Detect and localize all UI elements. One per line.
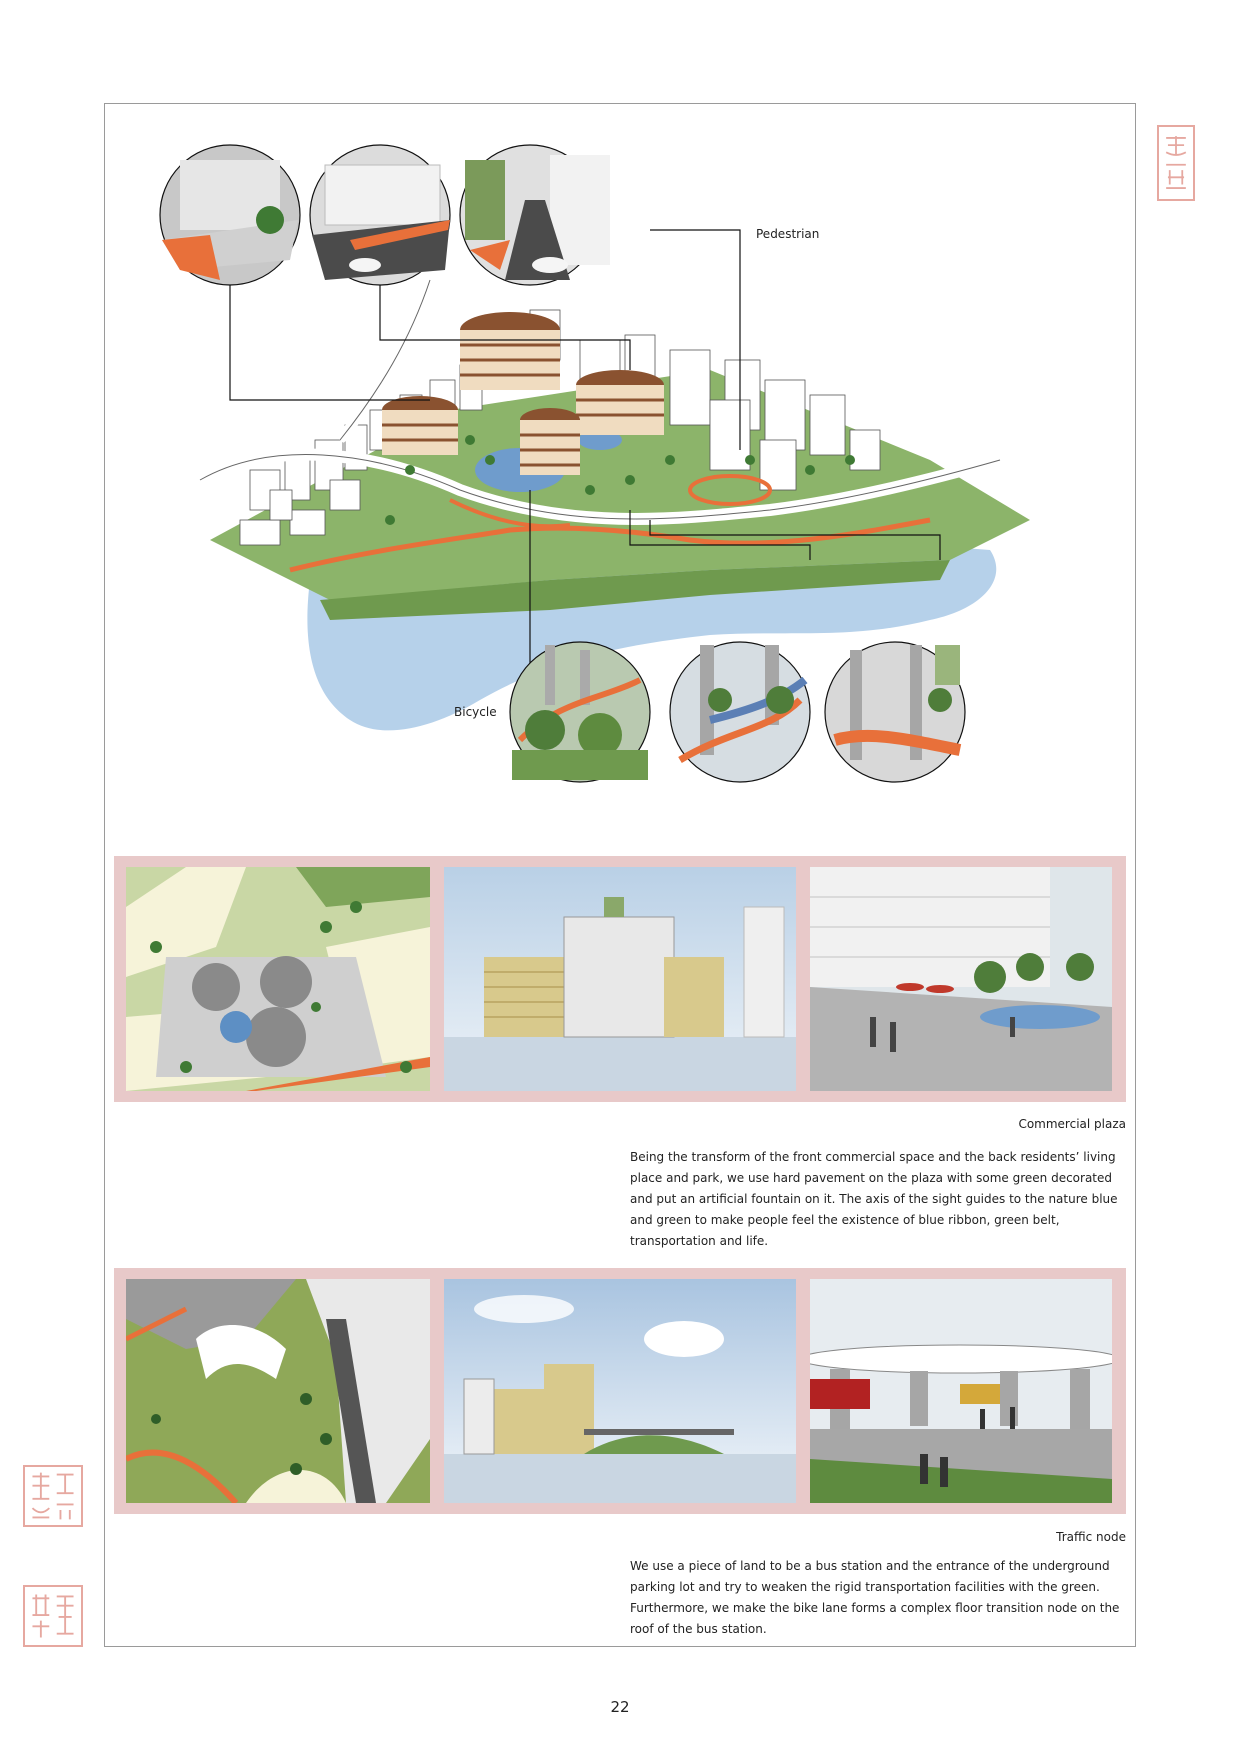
image-band-commercial-plaza — [114, 856, 1126, 1102]
bicycle-label: Bicycle — [454, 705, 497, 719]
perspective-render-panel — [810, 1279, 1112, 1503]
axonometric-site-diagram — [150, 140, 1095, 800]
elevation-panel — [444, 1279, 796, 1503]
section-title-commercial-plaza: Commercial plaza — [1018, 1117, 1126, 1131]
section-title-traffic-node: Traffic node — [1056, 1530, 1126, 1544]
section-text-commercial-plaza: Being the transform of the front commercial space and the back residents’ living place and park, we use hard pavement on the plaza with some green decorated and put an artificial fountain on it. The axis of the sight guides to the nature blue and green to make people feel the existence of blue ribbon, green belt, transportation and life. — [630, 1150, 1118, 1248]
vignette-top-3 — [460, 145, 610, 285]
vignette-top-2 — [310, 145, 450, 285]
elevation-panel — [444, 867, 796, 1091]
perspective-render-panel — [810, 867, 1112, 1091]
seal-stamp-left-2 — [23, 1585, 83, 1647]
vignette-bottom-3 — [825, 642, 965, 782]
page-number: 22 — [610, 1698, 630, 1716]
section-text-traffic-node: We use a piece of land to be a bus station and the entrance of the underground parking lot and try to weaken the rigid transportation facilities with the green. Furthermore, we make the bike lane forms a complex floor transition node on the roof of the bus station. — [630, 1559, 1120, 1636]
pedestrian-label: Pedestrian — [756, 227, 820, 241]
image-band-traffic-node — [114, 1268, 1126, 1514]
vignette-bottom-2 — [670, 642, 810, 782]
vignette-top-1 — [160, 145, 300, 285]
site-plan-panel — [126, 867, 430, 1091]
site-plan-panel — [126, 1279, 430, 1503]
seal-stamp-left-1 — [23, 1465, 83, 1527]
vignette-bottom-1 — [510, 642, 650, 782]
seal-stamp-top-right — [1157, 125, 1195, 201]
